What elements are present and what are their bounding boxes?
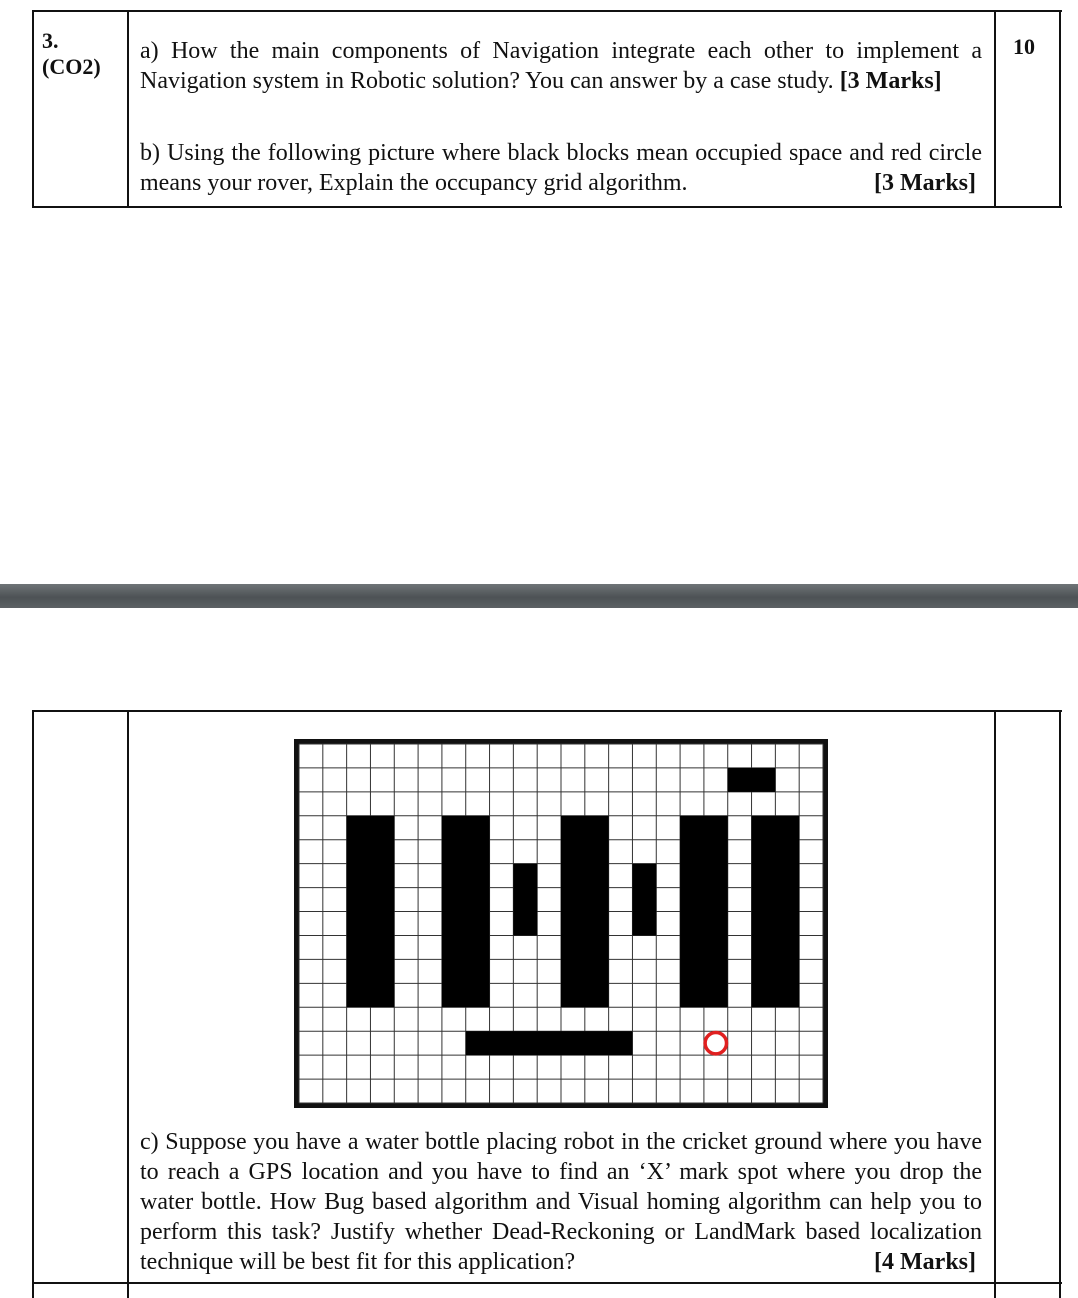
occupied-block xyxy=(728,768,776,792)
table-column-divider xyxy=(994,10,996,208)
part-c-text: c) Suppose you have a water bottle placing robot in the cricket ground where you have to reach a GPS location and you have to find an ‘X’ mark spot where you drop the water bottle. How Bug based algorithm and Visual homing algorithm can help you to perform this task? Justify whether Dead-Reckoning or LandMark based localization technique will be best fit for this application? xyxy=(140,1129,982,1275)
occupied-block xyxy=(442,816,490,1007)
question-part-b xyxy=(140,138,982,198)
table-top-border xyxy=(32,710,1062,712)
occupied-block xyxy=(561,816,609,1007)
occupancy-grid-figure xyxy=(294,739,828,1108)
occupied-block xyxy=(513,864,537,936)
page-break-bar xyxy=(0,584,1078,608)
occupied-block xyxy=(466,1031,633,1055)
occupied-block xyxy=(680,816,728,1007)
part-b-marks: [3 Marks] xyxy=(874,170,976,196)
table-bottom-border xyxy=(32,206,1062,208)
question-part-c xyxy=(140,1127,982,1277)
part-a-marks: [3 Marks] xyxy=(839,68,942,94)
occupied-block xyxy=(752,816,800,1007)
question-number: 3. xyxy=(42,28,59,53)
table-column-divider xyxy=(127,710,129,1298)
table-left-border xyxy=(32,710,34,1298)
occupied-block xyxy=(347,816,395,1007)
part-c-marks: [4 Marks] xyxy=(874,1249,976,1275)
table-right-border xyxy=(1059,710,1061,1298)
part-a-text: a) How the main components of Navigation integrate each other to implement a Navigation system in Robotic solution? You can answer by a case study. xyxy=(140,38,982,94)
table-top-border xyxy=(32,10,1062,12)
table-column-divider xyxy=(127,10,129,208)
table-right-border xyxy=(1059,10,1061,208)
question-part-a xyxy=(140,36,982,96)
occupied-block xyxy=(632,864,656,936)
table-bottom-border xyxy=(32,1282,1062,1284)
question-number-cell xyxy=(42,28,101,80)
table-left-border xyxy=(32,10,34,208)
part-b-text: b) Using the following picture where black blocks mean occupied space and red circle means your rover, Explain the occupancy grid algorithm. xyxy=(140,140,982,196)
total-marks: 10 xyxy=(1013,34,1035,59)
question-table xyxy=(0,10,1078,208)
table-column-divider xyxy=(994,710,996,1298)
course-outcome: (CO2) xyxy=(42,54,101,79)
occupancy-grid xyxy=(294,739,828,1108)
